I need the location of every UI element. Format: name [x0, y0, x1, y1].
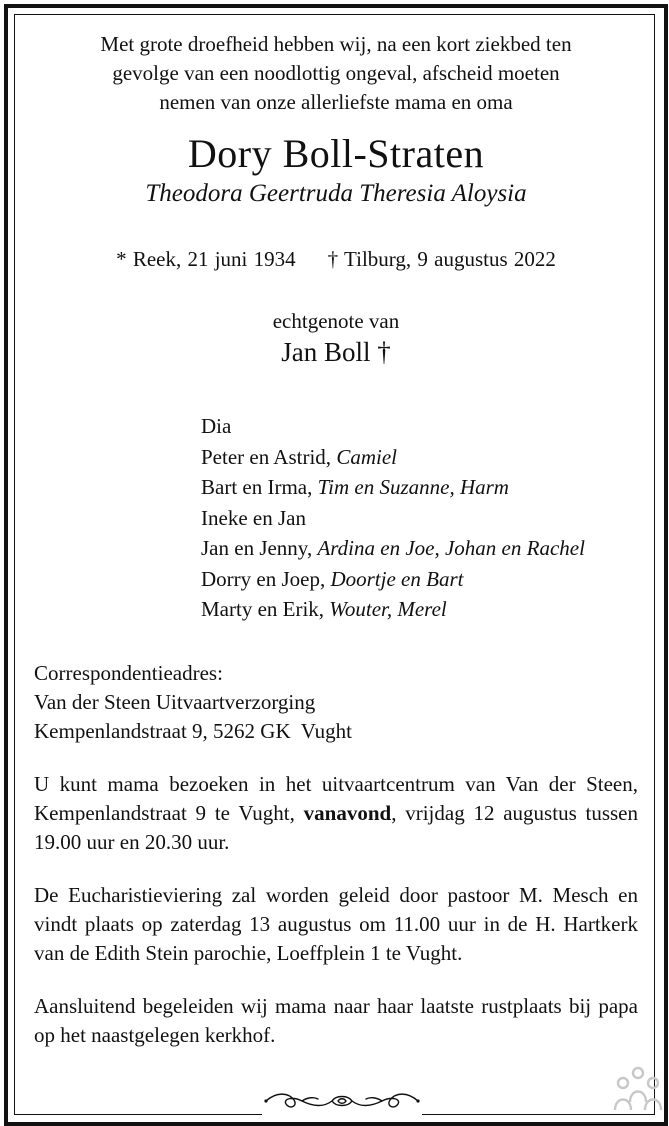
- address-line: Van der Steen Uitvaartverzorging: [34, 689, 316, 714]
- family-member: Peter en Astrid, Camiel: [201, 444, 397, 469]
- family-list: [201, 411, 638, 625]
- birth-date: * Reek, 21 juni 1934: [116, 247, 296, 271]
- spouse-label: echtgenote van: [272, 309, 400, 333]
- ceremony-paragraph: De Eucharistieviering zal worden geleid door pastoor M. Mesch en vindt plaats op zaterdag 13 augustus om 11.00 uur in de H. Hartkerk van de Edith Stein parochie, Loeffplein 1 te Vught.: [34, 882, 638, 965]
- life-dates: [34, 245, 638, 273]
- flourish-ornament-icon: [262, 1086, 422, 1116]
- family-member: Jan en Jenny, Ardina en Joe, Johan en Rachel: [201, 536, 585, 560]
- intro-line: gevolge van een noodlottig ongeval, afscheid moeten: [112, 61, 560, 85]
- death-date: † Tilburg, 9 augustus 2022: [327, 247, 556, 271]
- family-member: Dia: [201, 414, 232, 438]
- family-logo-icon: [610, 1064, 666, 1114]
- correspondence-address: [34, 659, 638, 746]
- closing-paragraph: Aansluitend begeleiden wij mama naar haar laatste rustplaats bij papa op het naastgelegen kerkhof.: [34, 993, 638, 1047]
- grandchildren: Camiel: [336, 444, 397, 469]
- family-member: Bart en Irma, Tim en Suzanne, Harm: [201, 475, 509, 499]
- grandchildren: Wouter, Merel: [329, 597, 447, 621]
- intro-line: Met grote droefheid hebben wij, na een kort ziekbed ten: [100, 32, 572, 56]
- grandchildren: Ardina en Joe, Johan en Rachel: [317, 536, 585, 560]
- family-member: Dorry en Joep, Doortje en Bart: [201, 566, 464, 591]
- deceased-full-name: Theodora Geertruda Theresia Aloysia: [145, 180, 527, 207]
- visit-highlight: vanavond: [303, 800, 392, 825]
- spouse-name: Jan Boll †: [281, 337, 391, 367]
- deceased-name: Dory Boll-Straten: [187, 131, 485, 176]
- grandchildren: Doortje en Bart: [330, 566, 464, 591]
- intro-text: [34, 30, 638, 117]
- grandchildren: Tim en Suzanne, Harm: [317, 475, 509, 499]
- address-line: Kempenlandstraat 9, 5262 GK Vught: [34, 718, 352, 743]
- intro-line: nemen van onze allerliefste mama en oma: [159, 90, 513, 114]
- visit-paragraph: U kunt mama bezoeken in het uitvaartcentrum van Van der Steen, Kempenlandstraat 9 te Vught, vanavond, vrijdag 12 augustus tussen 19.00 uur en 20.30 uur.: [34, 771, 639, 854]
- address-label: Correspondentieadres:: [34, 660, 223, 685]
- obituary-content: [34, 30, 638, 1050]
- family-member: Marty en Erik, Wouter, Merel: [201, 597, 447, 621]
- family-member: Ineke en Jan: [201, 505, 306, 530]
